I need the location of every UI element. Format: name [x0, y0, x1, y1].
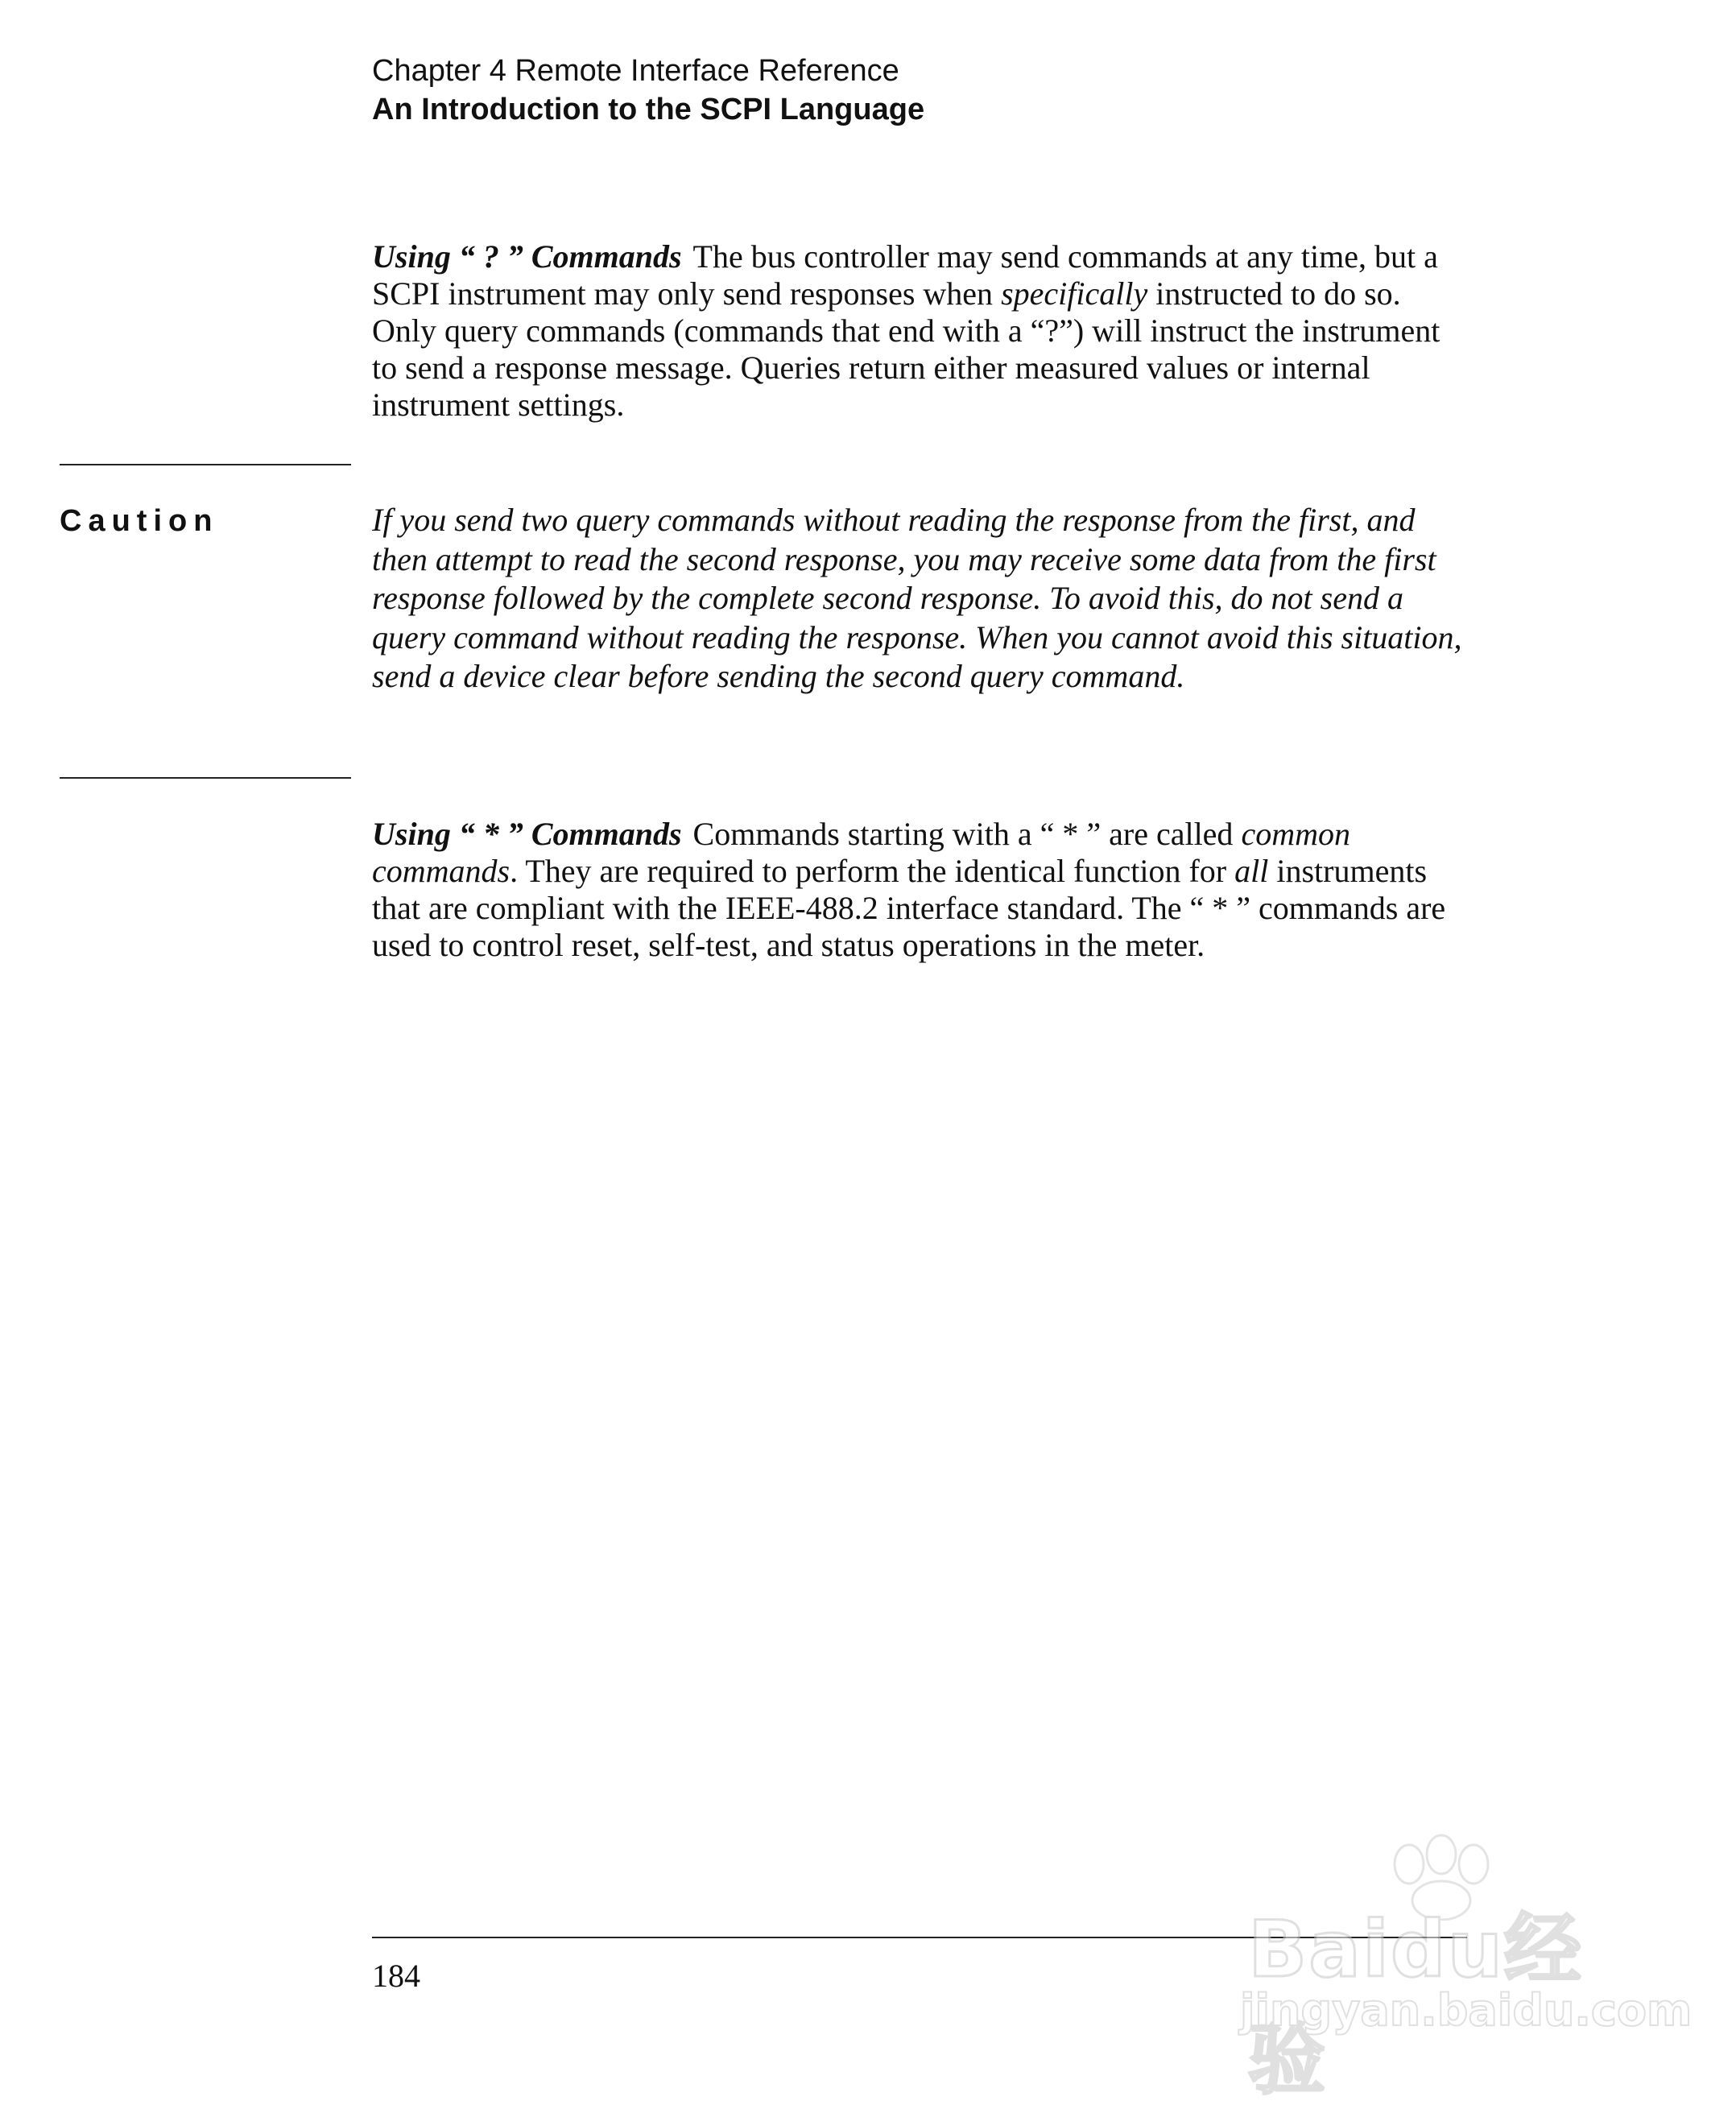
query-commands-paragraph	[372, 238, 1467, 424]
query-text-2: instructed to do so. Only query commands (commands that end with a “?”) will instruct the instrument to send a response message. Queries return either measured values or internal instrument settings.	[372, 275, 1440, 423]
watermark-url: jingyan.baidu.com	[1240, 1985, 1693, 2036]
common-text-1: Commands starting with a “ * ” are called	[692, 816, 1242, 852]
caution-label: Caution	[60, 504, 219, 538]
query-emphasis: specifically	[1001, 275, 1148, 312]
caution-text: If you send two query commands without reading the response from the first, and then attempt to read the second response, you may receive some data from the first response followed by the complete second response. To avoid this, do not send a query command without reading the response. When you cannot avoid this situation, send a device clear before sending the second query command.	[372, 502, 1462, 694]
common-commands-heading: Using “ * ” Commands	[372, 816, 682, 852]
watermark-logo-text: Baidu经验	[1248, 1904, 1583, 2105]
page-number: 184	[372, 1958, 420, 1994]
common-emphasis-1: common commands	[372, 816, 1350, 889]
query-text-1: The bus controller may send commands at any time, but a SCPI instrument may only send responses when	[372, 238, 1438, 312]
chapter-title: Chapter 4 Remote Interface Reference	[372, 54, 899, 88]
query-commands-heading: Using “ ? ” Commands	[372, 238, 682, 275]
common-commands-paragraph	[372, 816, 1467, 964]
common-text-3: instruments that are compliant with the IEEE-488.2 interface standard. The “ * ” commands are used to control reset, self-test, and status operations in the meter.	[372, 853, 1446, 963]
common-text-2: . They are required to perform the identical function for	[510, 853, 1235, 889]
baidu-watermark	[1240, 1832, 1693, 2105]
common-emphasis-2: all	[1234, 853, 1269, 889]
section-title: An Introduction to the SCPI Language	[372, 93, 925, 126]
caution-top-rule	[60, 464, 351, 465]
caution-bottom-rule	[60, 777, 351, 779]
running-header	[372, 52, 924, 129]
